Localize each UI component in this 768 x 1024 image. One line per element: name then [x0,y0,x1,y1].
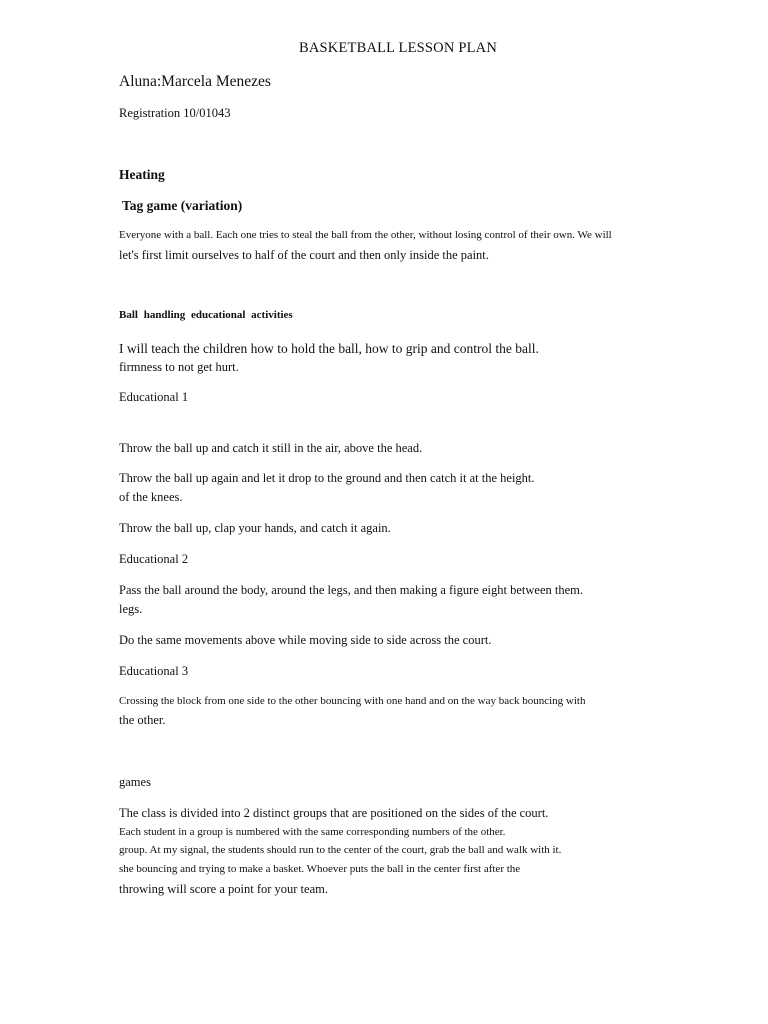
page-title: BASKETBALL LESSON PLAN [298,40,497,56]
educational-2-item: legs. [119,602,143,616]
games-line: she bouncing and trying to make a basket. Whoever puts the ball in the center first after the [119,863,521,875]
educational-1-item: Throw the ball up and catch it still in the air, above the head. [119,441,423,455]
games-line: group. At my signal, the students should run to the center of the court, grab the ball and walk with it. [119,844,562,856]
student-name: Aluna:Marcela Menezes [119,73,271,90]
heating-heading: Heating [119,167,165,182]
educational-1-item: Throw the ball up, clap your hands, and catch it again. [119,521,391,535]
educational-1-heading: Educational 1 [119,390,189,404]
ball-handling-heading: Ball handling educational activities [119,309,293,321]
educational-3-line-2: the other. [119,713,166,727]
games-heading: games [119,775,151,789]
educational-2-item: Pass the ball around the body, around the legs, and then making a figure eight between them. [119,583,583,597]
educational-3-heading: Educational 3 [119,664,189,678]
registration-number: Registration 10/01043 [119,106,231,120]
tag-game-subheading: Tag game (variation) [122,198,243,213]
educational-3-line-1: Crossing the block from one side to the other bouncing with one hand and on the way back bouncing with [119,695,586,707]
educational-2-item: Do the same movements above while moving side to side across the court. [119,633,492,647]
ball-handling-line-2: firmness to not get hurt. [119,360,239,374]
educational-1-item: Throw the ball up again and let it drop to the ground and then catch it at the height. [119,471,535,485]
heating-line-1: Everyone with a ball. Each one tries to steal the ball from the other, without losing control of their own. We will [119,229,612,241]
educational-1-item: of the knees. [119,490,183,504]
games-line: The class is divided into 2 distinct groups that are positioned on the sides of the court. [119,806,549,820]
games-line: throwing will score a point for your team. [119,882,328,896]
educational-2-heading: Educational 2 [119,552,189,566]
heating-line-2: let's first limit ourselves to half of the court and then only inside the paint. [119,248,489,262]
ball-handling-line-1: I will teach the children how to hold the ball, how to grip and control the ball. [119,341,539,356]
games-line: Each student in a group is numbered with the same corresponding numbers of the other. [119,826,506,838]
